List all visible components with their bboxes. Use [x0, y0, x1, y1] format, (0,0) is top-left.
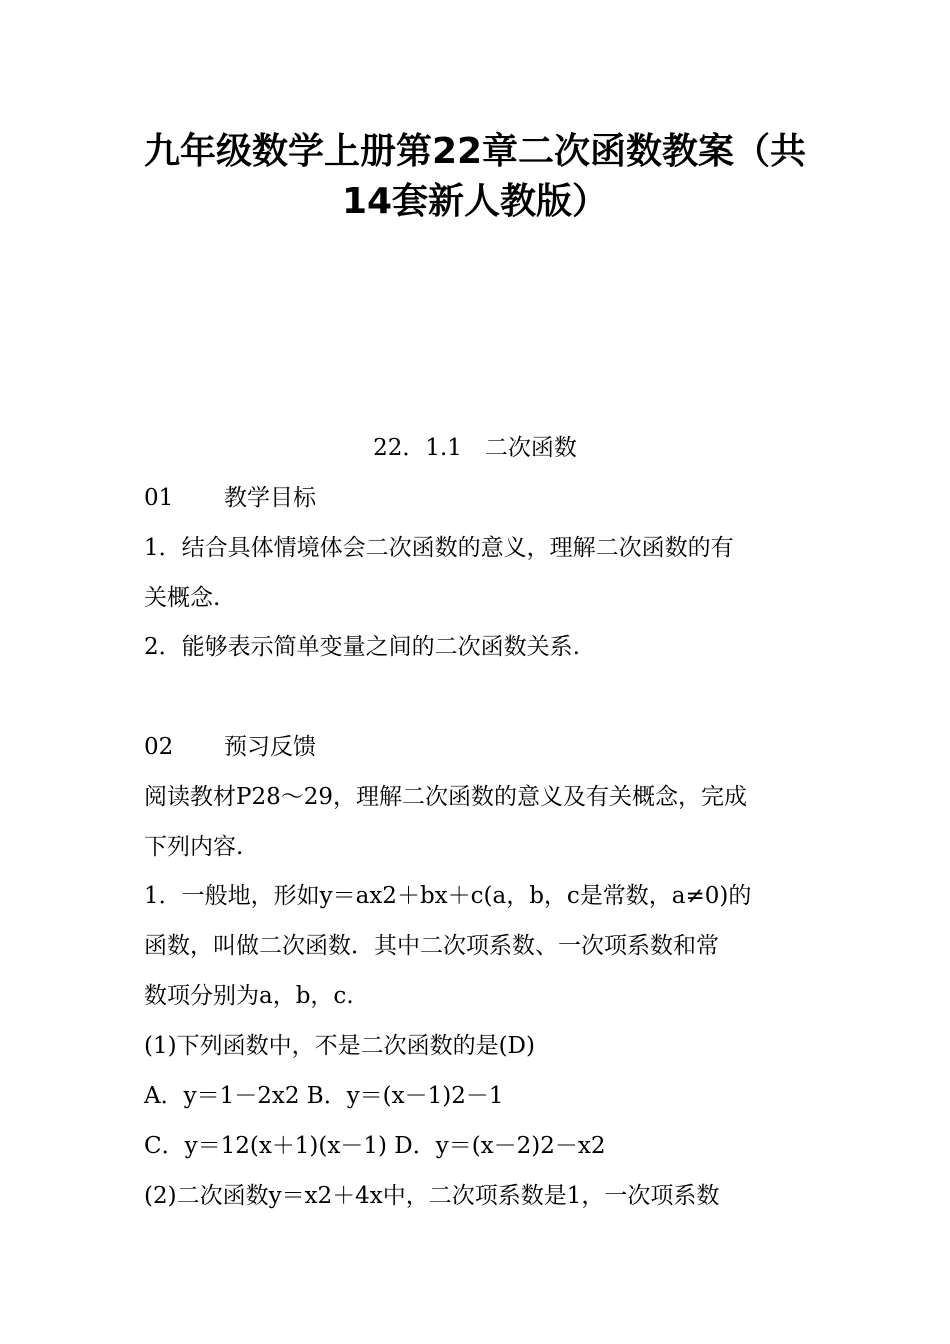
- preview-intro-line-2: 下列内容.: [144, 834, 244, 860]
- section-02-number: 02: [144, 734, 174, 760]
- section-heading: 22．1.1 二次函数: [373, 435, 577, 461]
- goal-2: 2．能够表示简单变量之间的二次函数关系.: [144, 634, 580, 660]
- definition-line-1: 1．一般地，形如y＝ax2＋bx＋c(a，b，c是常数，a≠0)的: [144, 883, 752, 909]
- preview-intro-line-1: 阅读教材P28～29，理解二次函数的意义及有关概念，完成: [144, 784, 748, 810]
- question-1-options-cd: C．y＝12(x＋1)(x－1) D．y＝(x－2)2－x2: [144, 1133, 606, 1159]
- question-1-options-ab: A．y＝1－2x2 B．y＝(x－1)2－1: [144, 1083, 504, 1109]
- goal-1-line-1: 1．结合具体情境体会二次函数的意义，理解二次函数的有: [144, 535, 734, 561]
- section-01-number: 01: [144, 485, 174, 511]
- section-02-label: 预习反馈: [224, 734, 316, 760]
- question-1: (1)下列函数中，不是二次函数的是(D): [144, 1033, 535, 1059]
- section-01-heading: [144, 483, 824, 513]
- document-title-line-1: 九年级数学上册第22章二次函数教案（共: [143, 131, 807, 172]
- question-2: (2)二次函数y＝x2＋4x中，二次项系数是1，一次项系数: [144, 1183, 720, 1209]
- goal-1-line-2: 关概念.: [144, 585, 221, 611]
- document-title-line-2: 14套新人教版）: [341, 181, 609, 222]
- section-02-heading: [144, 732, 824, 762]
- definition-line-3: 数项分别为a，b，c.: [144, 983, 354, 1009]
- section-01-label: 教学目标: [224, 485, 316, 511]
- definition-line-2: 函数，叫做二次函数．其中二次项系数、一次项系数和常: [144, 933, 719, 959]
